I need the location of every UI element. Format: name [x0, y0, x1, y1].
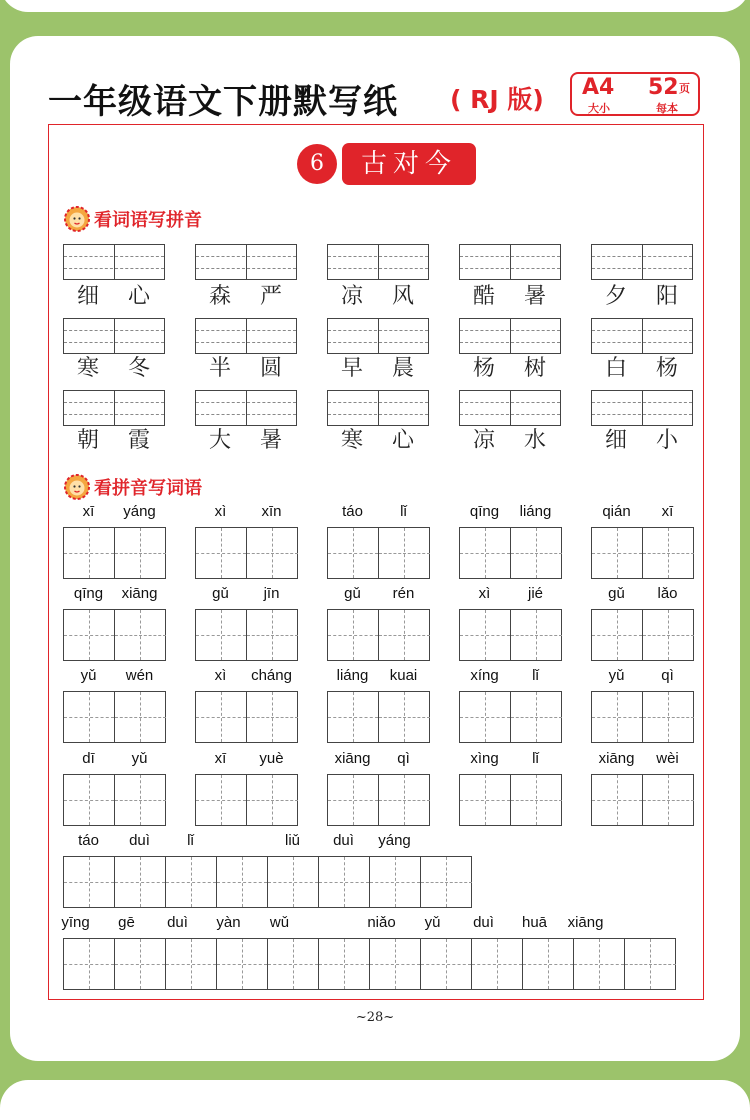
grid-cell[interactable]: [643, 528, 694, 578]
pinyin-syllable: lǐ: [532, 750, 539, 767]
pinyin-writing-box[interactable]: [459, 390, 561, 426]
grid-cell[interactable]: [379, 775, 430, 825]
grid-cell[interactable]: [319, 857, 370, 907]
grid-cell[interactable]: [268, 939, 319, 989]
pinyin-syllable: qì: [661, 667, 674, 684]
pinyin-writing-box[interactable]: [195, 390, 297, 426]
grid-cell[interactable]: [511, 692, 562, 742]
pinyin-syllable: lǐ: [532, 667, 539, 684]
pinyin-writing-box[interactable]: [459, 318, 561, 354]
grid-cell[interactable]: [64, 528, 115, 578]
pinyin-writing-box[interactable]: [327, 390, 429, 426]
word-character: 杨: [472, 356, 495, 381]
word-character: 树: [523, 356, 546, 381]
grid-cell[interactable]: [64, 857, 115, 907]
character-writing-grid[interactable]: [63, 527, 166, 579]
pinyin-syllable: duì: [129, 832, 150, 849]
grid-cell[interactable]: [592, 692, 643, 742]
pinyin-syllable: xì: [478, 585, 491, 602]
lesson-number: 6: [297, 144, 337, 184]
page-count: 52: [648, 75, 679, 100]
word-character: 杨: [655, 356, 678, 381]
character-writing-grid[interactable]: [63, 938, 676, 990]
word-character: 心: [391, 428, 414, 453]
pinyin-writing-box[interactable]: [195, 318, 297, 354]
pinyin-syllable: lǐ: [400, 503, 407, 520]
grid-cell[interactable]: [64, 939, 115, 989]
pinyin-syllable: rén: [392, 585, 415, 602]
character-writing-grid[interactable]: [591, 609, 694, 661]
grid-cell[interactable]: [319, 939, 370, 989]
grid-cell[interactable]: [115, 775, 166, 825]
pinyin-syllable: niǎo: [367, 914, 396, 931]
word-character: 风: [391, 284, 414, 309]
word-character: 凉: [472, 428, 495, 453]
grid-cell[interactable]: [379, 692, 430, 742]
character-writing-grid[interactable]: [63, 609, 166, 661]
pinyin-writing-box[interactable]: [63, 244, 165, 280]
lesson-title: 古对今: [342, 143, 476, 185]
pinyin-syllable: jīn: [263, 585, 280, 602]
word-character: 凉: [340, 284, 363, 309]
pinyin-syllable: yǔ: [80, 667, 97, 684]
edition-label: ( RJ 版): [450, 85, 544, 114]
pinyin-syllable: huā: [521, 914, 548, 931]
character-writing-grid[interactable]: [327, 774, 430, 826]
pinyin-syllable: yǔ: [424, 914, 441, 931]
pinyin-syllable: xiāng: [121, 585, 158, 602]
grid-cell[interactable]: [268, 857, 319, 907]
word-character: 暑: [523, 284, 546, 309]
next-page-edge: [0, 1080, 750, 1120]
pinyin-syllable: wèi: [656, 750, 679, 767]
page-number: ~28~: [355, 1010, 395, 1025]
pinyin-syllable: xì: [214, 667, 227, 684]
character-writing-grid[interactable]: [591, 691, 694, 743]
pinyin-syllable: dī: [82, 750, 95, 767]
grid-cell[interactable]: [217, 939, 268, 989]
pinyin-syllable: liǔ: [284, 832, 300, 849]
grid-cell[interactable]: [166, 857, 217, 907]
grid-cell[interactable]: [196, 775, 247, 825]
word-character: 细: [604, 428, 627, 453]
pinyin-writing-box[interactable]: [63, 390, 165, 426]
pinyin-syllable: xiāng: [334, 750, 371, 767]
character-writing-grid[interactable]: [591, 774, 694, 826]
grid-cell[interactable]: [247, 775, 298, 825]
grid-cell[interactable]: [370, 857, 421, 907]
pinyin-syllable: gǔ: [344, 585, 361, 602]
grid-cell[interactable]: [511, 610, 562, 660]
spec-badge: [570, 72, 700, 116]
pinyin-syllable: cháng: [251, 667, 292, 684]
grid-cell[interactable]: [643, 692, 694, 742]
page-title: 一年级语文下册默写纸: [48, 82, 398, 122]
pinyin-syllable: gǔ: [212, 585, 229, 602]
word-character: 白: [604, 356, 627, 381]
grid-cell[interactable]: [643, 775, 694, 825]
word-character: 细: [76, 284, 99, 309]
pinyin-writing-box[interactable]: [327, 318, 429, 354]
paper-size: A4: [582, 75, 615, 100]
grid-cell[interactable]: [247, 528, 298, 578]
pinyin-syllable: xiāng: [567, 914, 604, 931]
pinyin-syllable: yǔ: [608, 667, 625, 684]
pinyin-syllable: jié: [527, 585, 543, 602]
character-writing-grid[interactable]: [195, 691, 298, 743]
grid-cell[interactable]: [247, 610, 298, 660]
pinyin-syllable: qì: [397, 750, 410, 767]
character-writing-grid[interactable]: [327, 691, 430, 743]
word-character: 严: [259, 284, 282, 309]
grid-cell[interactable]: [166, 939, 217, 989]
grid-cell[interactable]: [460, 775, 511, 825]
character-writing-grid[interactable]: [459, 527, 562, 579]
pinyin-syllable: qián: [602, 503, 631, 520]
pinyin-syllable: xiāng: [598, 750, 635, 767]
character-writing-grid[interactable]: [459, 609, 562, 661]
grid-cell[interactable]: [328, 528, 379, 578]
grid-cell[interactable]: [115, 939, 166, 989]
pinyin-syllable: yàn: [216, 914, 241, 931]
pinyin-writing-box[interactable]: [63, 318, 165, 354]
lion-icon: [62, 205, 92, 233]
grid-cell[interactable]: [625, 939, 676, 989]
pinyin-writing-box[interactable]: [459, 244, 561, 280]
grid-cell[interactable]: [115, 692, 166, 742]
word-character: 冬: [127, 356, 150, 381]
pinyin-syllable: liáng: [519, 503, 552, 520]
word-character: 阳: [655, 284, 678, 309]
word-character: 早: [340, 356, 363, 381]
grid-cell[interactable]: [64, 692, 115, 742]
section-header-write-words: [62, 474, 202, 500]
character-writing-grid[interactable]: [459, 691, 562, 743]
word-character: 霞: [127, 428, 150, 453]
character-writing-grid[interactable]: [63, 856, 472, 908]
pinyin-writing-box[interactable]: [591, 244, 693, 280]
pinyin-syllable: yuè: [259, 750, 284, 767]
word-character: 大: [208, 428, 231, 453]
pinyin-syllable: yáng: [378, 832, 411, 849]
grid-cell[interactable]: [421, 857, 472, 907]
pinyin-syllable: lǎo: [657, 585, 678, 602]
grid-cell[interactable]: [460, 610, 511, 660]
pinyin-syllable: lǐ: [187, 832, 194, 849]
word-character: 寒: [340, 428, 363, 453]
character-writing-grid[interactable]: [327, 527, 430, 579]
grid-cell[interactable]: [511, 528, 562, 578]
character-writing-grid[interactable]: [195, 609, 298, 661]
grid-cell[interactable]: [196, 528, 247, 578]
grid-cell[interactable]: [370, 939, 421, 989]
section-header-write-pinyin: [62, 206, 202, 232]
character-writing-grid[interactable]: [459, 774, 562, 826]
character-writing-grid[interactable]: [63, 774, 166, 826]
word-character: 森: [208, 284, 231, 309]
word-character: 酷: [472, 284, 495, 309]
grid-cell[interactable]: [64, 775, 115, 825]
grid-cell[interactable]: [460, 528, 511, 578]
word-character: 水: [523, 428, 546, 453]
pinyin-syllable: xì: [214, 503, 227, 520]
pinyin-syllable: gē: [118, 914, 135, 931]
character-writing-grid[interactable]: [327, 609, 430, 661]
grid-cell[interactable]: [592, 610, 643, 660]
pinyin-writing-box[interactable]: [327, 244, 429, 280]
pinyin-syllable: qīng: [469, 503, 500, 520]
grid-cell[interactable]: [328, 610, 379, 660]
grid-cell[interactable]: [379, 528, 430, 578]
grid-cell[interactable]: [115, 610, 166, 660]
grid-cell[interactable]: [247, 692, 298, 742]
grid-cell[interactable]: [574, 939, 625, 989]
pinyin-syllable: yǔ: [131, 750, 148, 767]
pinyin-writing-box[interactable]: [195, 244, 297, 280]
grid-cell[interactable]: [592, 775, 643, 825]
grid-cell[interactable]: [196, 610, 247, 660]
pinyin-syllable: xī: [661, 503, 674, 520]
pinyin-writing-box[interactable]: [591, 390, 693, 426]
lion-icon: [62, 473, 92, 501]
pinyin-syllable: qīng: [73, 585, 104, 602]
pinyin-syllable: gǔ: [608, 585, 625, 602]
pinyin-syllable: táo: [342, 503, 363, 520]
pinyin-syllable: xī: [214, 750, 227, 767]
pinyin-syllable: xī: [82, 503, 95, 520]
word-character: 晨: [391, 356, 414, 381]
pinyin-syllable: táo: [78, 832, 99, 849]
pinyin-syllable: liáng: [336, 667, 369, 684]
page-count-unit: 页: [679, 82, 690, 95]
word-character: 朝: [76, 428, 99, 453]
grid-cell[interactable]: [328, 692, 379, 742]
word-character: 寒: [76, 356, 99, 381]
grid-cell[interactable]: [328, 775, 379, 825]
pinyin-syllable: duì: [333, 832, 354, 849]
grid-cell[interactable]: [196, 692, 247, 742]
grid-cell[interactable]: [592, 528, 643, 578]
pinyin-syllable: xìng: [470, 750, 499, 767]
word-character: 圆: [259, 356, 282, 381]
word-character: 半: [208, 356, 231, 381]
word-character: 夕: [604, 284, 627, 309]
pinyin-syllable: xíng: [470, 667, 499, 684]
grid-cell[interactable]: [115, 528, 166, 578]
grid-cell[interactable]: [379, 610, 430, 660]
pinyin-syllable: wén: [125, 667, 154, 684]
pinyin-syllable: duì: [167, 914, 188, 931]
section-label: 看拼音写词语: [94, 478, 202, 499]
grid-cell[interactable]: [64, 610, 115, 660]
page-count-label: 每本: [656, 102, 678, 115]
word-character: 心: [127, 284, 150, 309]
previous-page-edge: [0, 0, 750, 12]
section-label: 看词语写拼音: [94, 210, 202, 231]
grid-cell[interactable]: [511, 775, 562, 825]
pinyin-syllable: xīn: [261, 503, 282, 520]
paper-size-label: 大小: [588, 102, 610, 115]
pinyin-writing-box[interactable]: [591, 318, 693, 354]
grid-cell[interactable]: [523, 939, 574, 989]
pinyin-syllable: kuai: [389, 667, 418, 684]
grid-cell[interactable]: [460, 692, 511, 742]
pinyin-syllable: yīng: [61, 914, 90, 931]
pinyin-syllable: yáng: [123, 503, 156, 520]
word-character: 暑: [259, 428, 282, 453]
grid-cell[interactable]: [643, 610, 694, 660]
character-writing-grid[interactable]: [591, 527, 694, 579]
pinyin-syllable: duì: [473, 914, 494, 931]
character-writing-grid[interactable]: [195, 774, 298, 826]
grid-cell[interactable]: [421, 939, 472, 989]
grid-cell[interactable]: [472, 939, 523, 989]
character-writing-grid[interactable]: [63, 691, 166, 743]
grid-cell[interactable]: [115, 857, 166, 907]
character-writing-grid[interactable]: [195, 527, 298, 579]
word-character: 小: [655, 428, 678, 453]
grid-cell[interactable]: [217, 857, 268, 907]
pinyin-syllable: wǔ: [269, 914, 290, 931]
